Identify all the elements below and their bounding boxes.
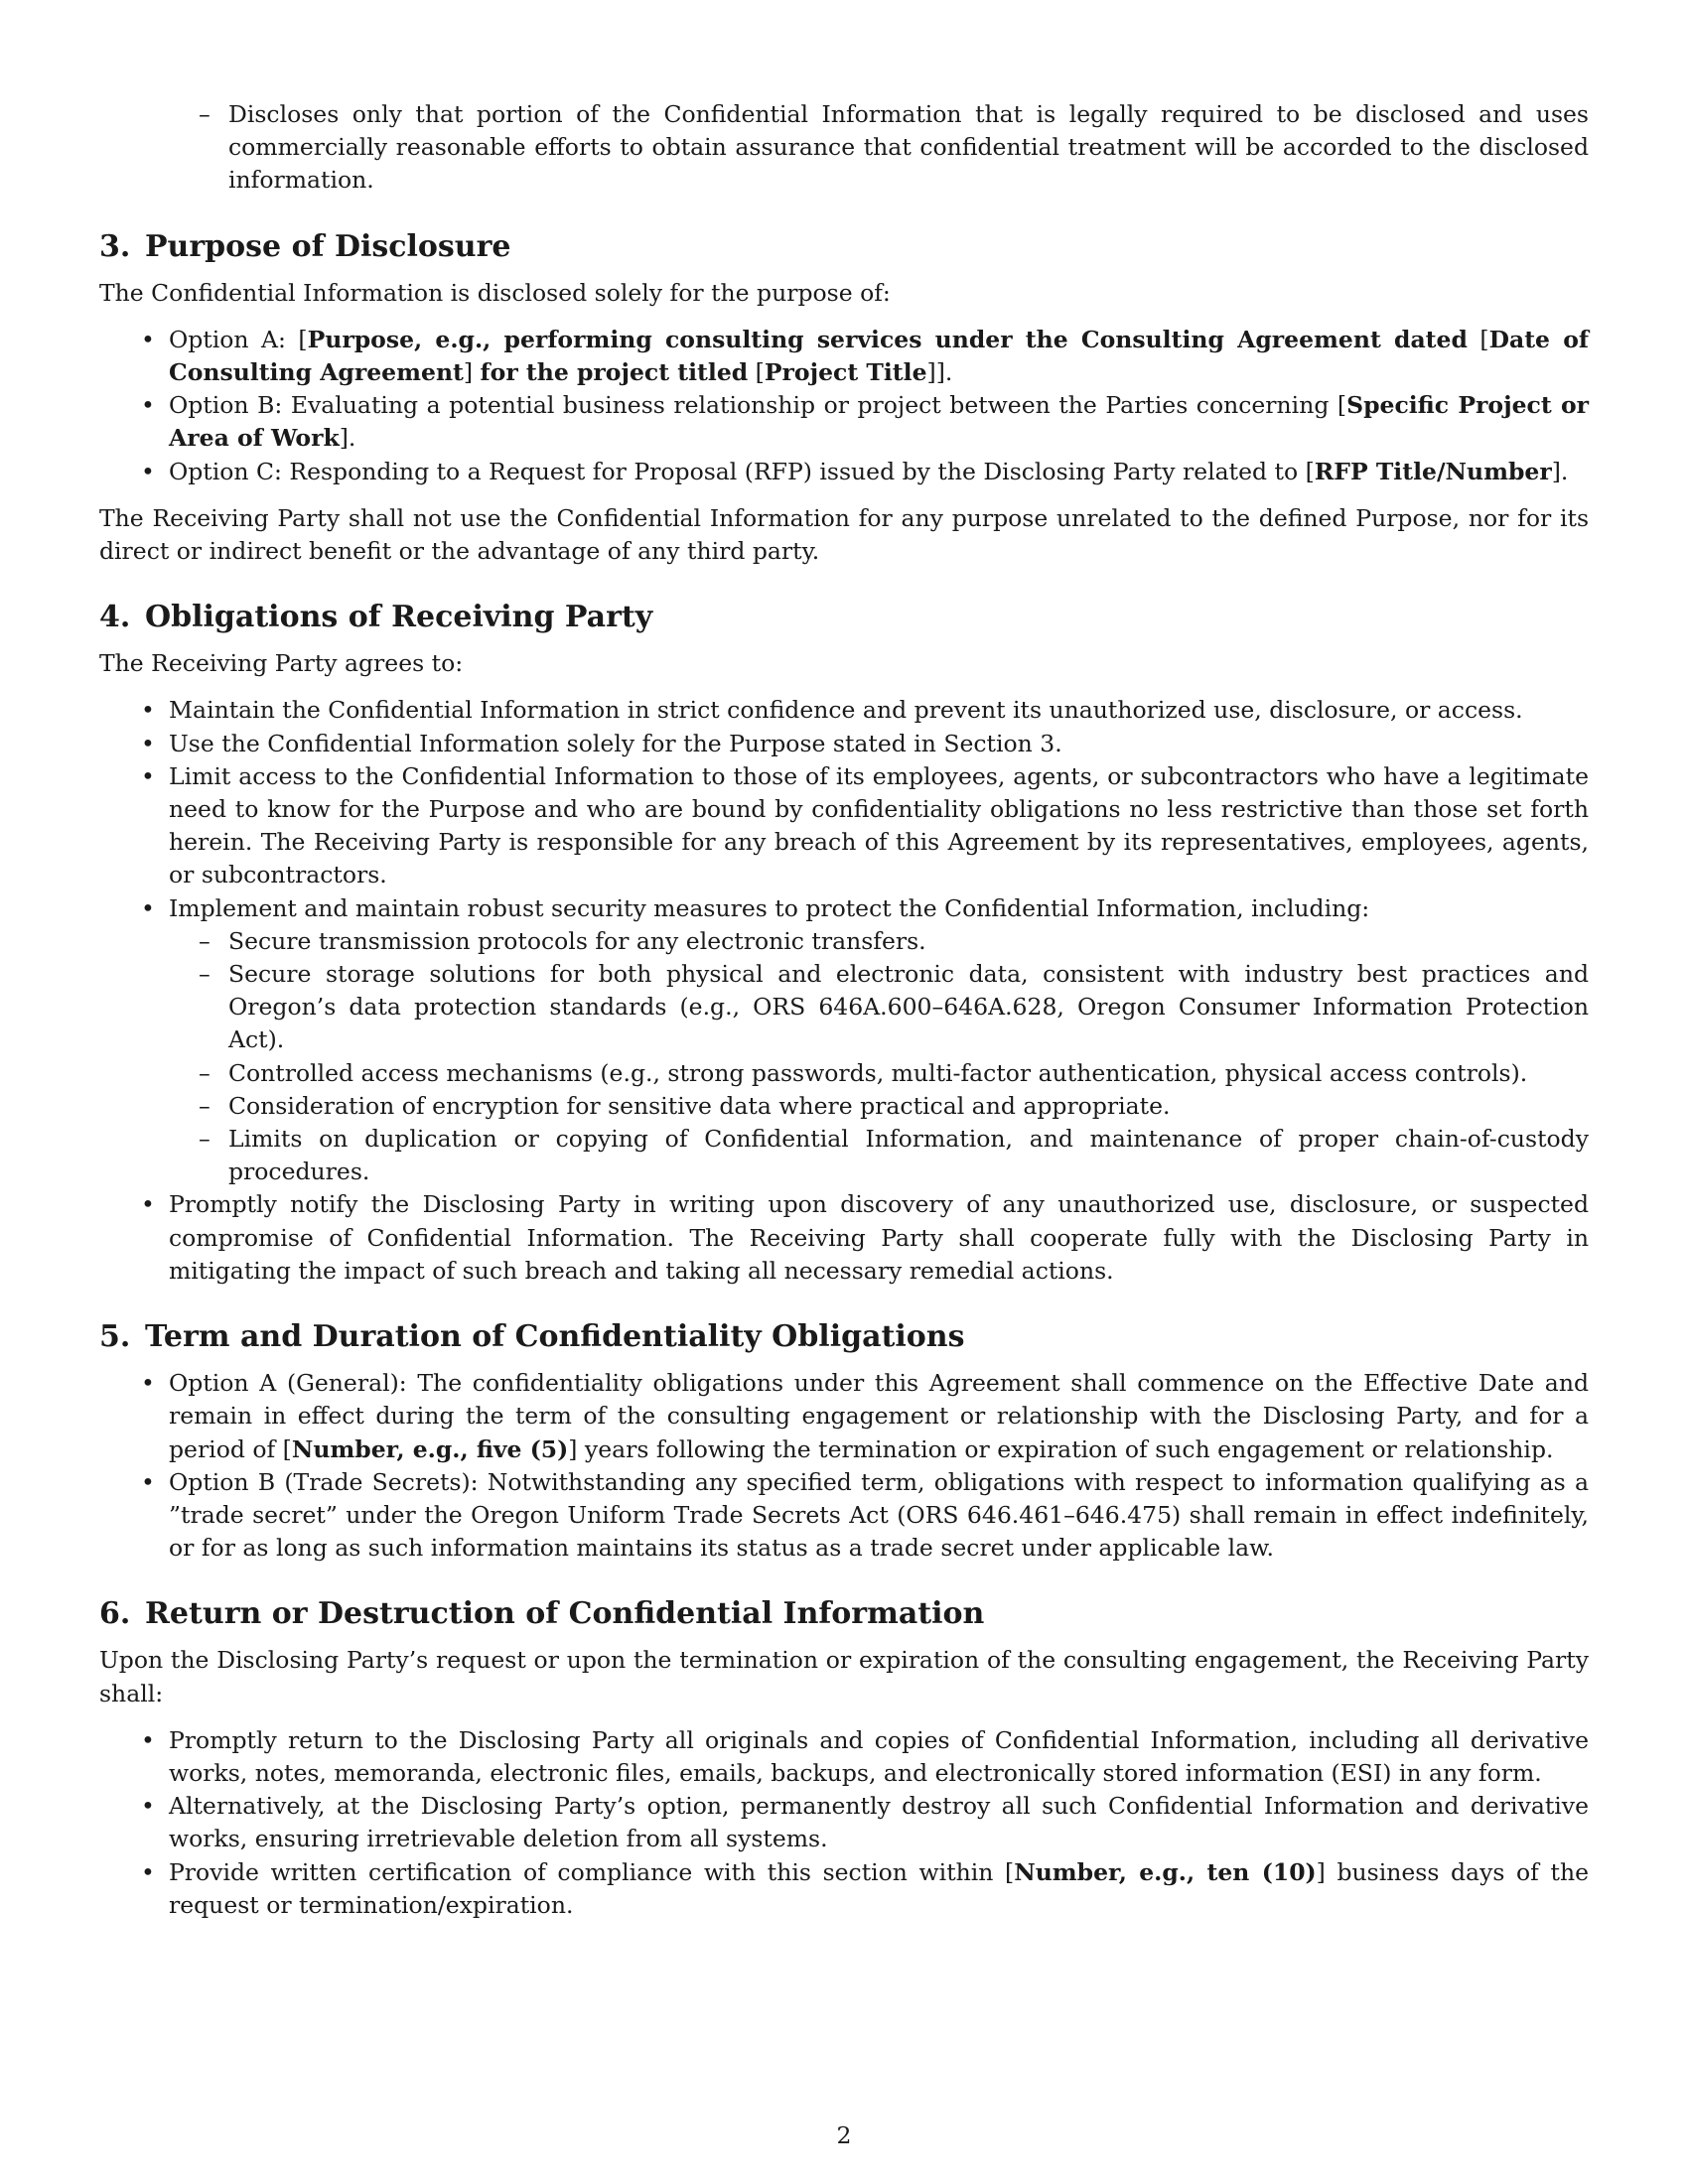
list-item — [99, 1367, 1589, 1466]
text: ]]. — [926, 358, 953, 387]
list-item: • Promptly notify the Disclosing Party in writing upon discovery of any unauthorized use, disclosure, or suspected compromise of Confidential Information. The Receiving Party shall cooperate fully with the Disclosing Party in mitigating the impact of such breach and taking all necessary remedial actions. — [99, 1188, 1589, 1288]
sub-list-item: – Consideration of encryption for sensitive data where practical and appropriate. — [169, 1090, 1589, 1123]
section-title: Return or Destruction of Confidential Information — [145, 1596, 985, 1632]
text: Option A: [ — [169, 325, 308, 353]
text: [ — [748, 358, 765, 387]
placeholder-text: RFP Title/Number — [1314, 457, 1552, 485]
list-item — [99, 892, 1589, 1189]
list-item: – Discloses only that portion of the Confidential Information that is legally required to be disclosed and uses commercially reasonable efforts to obtain assurance that confidential treatment will be accorded to the disclosed information. — [169, 98, 1589, 198]
section-intro: Upon the Disclosing Party’s request or upon the termination or expiration of the consulting engagement, the Receiving Party shall: — [99, 1646, 1589, 1707]
sub-list-item: – Controlled access mechanisms (e.g., strong passwords, multi-factor authentication, physical access controls). — [169, 1057, 1589, 1090]
sub-list-item: – Secure transmission protocols for any electronic transfers. — [169, 925, 1589, 958]
section-heading — [99, 1594, 1589, 1634]
text: ]. — [1551, 457, 1569, 485]
placeholder-text: Date of Consulting Agreement — [169, 325, 1589, 387]
placeholder-text: for the project titled — [480, 358, 749, 387]
text: [ — [1467, 325, 1489, 353]
list-item: • Limit access to the Confidential Information to those of its employees, agents, or subcontractors who have a legitimate need to know for the Purpose and who are bound by confidentiality obligations no less restrictive than those set forth herein. The Receiving Party is responsible for any breach of this Agreement by its representatives, employees, agents, or subcontractors. — [99, 760, 1589, 892]
list-item — [99, 1856, 1589, 1922]
text: Option C: Responding to a Request for Proposal (RFP) issued by the Disclosing Party related to [ — [169, 457, 1315, 485]
option-list — [99, 324, 1589, 488]
text: Provide written certification of compliance with this section within [ — [169, 1857, 1015, 1886]
list-item: • Promptly return to the Disclosing Party all originals and copies of Confidential Information, including all derivative works, notes, memoranda, electronic files, emails, backups, and electronically stored information (ESI) in any form. — [99, 1724, 1589, 1790]
section-number: 5. — [99, 1319, 131, 1355]
carryover-list — [99, 98, 1589, 198]
list-item — [99, 456, 1589, 488]
sub-list-item: – Secure storage solutions for both physical and electronic data, consistent with industry best practices and Oregon’s data protection standards (e.g., ORS 646A.600–646A.628, Oregon Consumer Information Protection Act). — [169, 958, 1589, 1057]
placeholder-text: Number, e.g., ten (10) — [1014, 1857, 1317, 1886]
section-3 — [99, 227, 1589, 569]
return-list — [99, 1724, 1589, 1922]
text: ] — [463, 358, 481, 387]
section-heading — [99, 598, 1589, 637]
text: Implement and maintain robust security measures to protect the Confidential Information, including: — [169, 893, 1370, 922]
text: ] business days of the request or termination/expiration. — [169, 1857, 1589, 1919]
section-number: 6. — [99, 1596, 131, 1632]
list-item: • Alternatively, at the Disclosing Party’s option, permanently destroy all such Confidential Information and derivative works, ensuring irretrievable deletion from all systems. — [99, 1790, 1589, 1855]
list-item — [99, 324, 1589, 389]
document-page — [99, 98, 1589, 1922]
section-title: Term and Duration of Confidentiality Obligations — [145, 1319, 965, 1355]
section-heading — [99, 1317, 1589, 1357]
list-item — [99, 389, 1589, 455]
text: Option B: Evaluating a potential business relationship or project between the Parties concerning [ — [169, 391, 1347, 420]
section-4 — [99, 598, 1589, 1288]
placeholder-text: Specific Project or Area of Work — [169, 391, 1589, 453]
obligation-list — [99, 694, 1589, 1288]
section-number: 4. — [99, 600, 131, 635]
page-number: 2 — [836, 2121, 852, 2149]
sub-list-item: – Limits on duplication or copying of Confidential Information, and maintenance of proper chain-of-custody procedures. — [169, 1123, 1589, 1188]
list-item: • Use the Confidential Information solely for the Purpose stated in Section 3. — [99, 728, 1589, 760]
section-number: 3. — [99, 228, 131, 264]
placeholder-text: Number, e.g., five (5) — [291, 1434, 569, 1463]
text: ]. — [339, 424, 356, 453]
text: ] years following the termination or expiration of such engagement or relationship. — [568, 1434, 1554, 1463]
term-list — [99, 1367, 1589, 1565]
section-intro: The Confidential Information is disclosed solely for the purpose of: — [99, 278, 891, 307]
text: Option A (General): The confidentiality obligations under this Agreement shall commence on the Effective Date and remain in effect during the term of the consulting engagement or relationship with the Disclosing Party, and for a period of [ — [169, 1369, 1589, 1463]
section-intro: The Receiving Party agrees to: — [99, 649, 464, 678]
section-title: Purpose of Disclosure — [145, 228, 511, 264]
section-title: Obligations of Receiving Party — [145, 600, 653, 635]
list-item: • Maintain the Confidential Information in strict confidence and prevent its unauthorized use, disclosure, or access. — [99, 694, 1589, 727]
placeholder-text: Purpose, e.g., performing consulting services under the Consulting Agreement dated — [307, 325, 1468, 353]
paragraph: The Receiving Party shall not use the Confidential Information for any purpose unrelated to the defined Purpose, nor for its direct or indirect benefit or the advantage of any third party. — [99, 503, 1589, 566]
section-5 — [99, 1317, 1589, 1565]
section-6 — [99, 1594, 1589, 1922]
section-heading — [99, 227, 1589, 267]
placeholder-text: Project Title — [764, 358, 927, 387]
list-item: • Option B (Trade Secrets): Notwithstanding any specified term, obligations with respect to information qualifying as a ”trade secret” under the Oregon Uniform Trade Secrets Act (ORS 646.461–646.475) shall remain in effect indefinitely, or for as long as such information maintains its status as a trade secret under applicable law. — [99, 1466, 1589, 1566]
sub-list — [169, 925, 1589, 1189]
